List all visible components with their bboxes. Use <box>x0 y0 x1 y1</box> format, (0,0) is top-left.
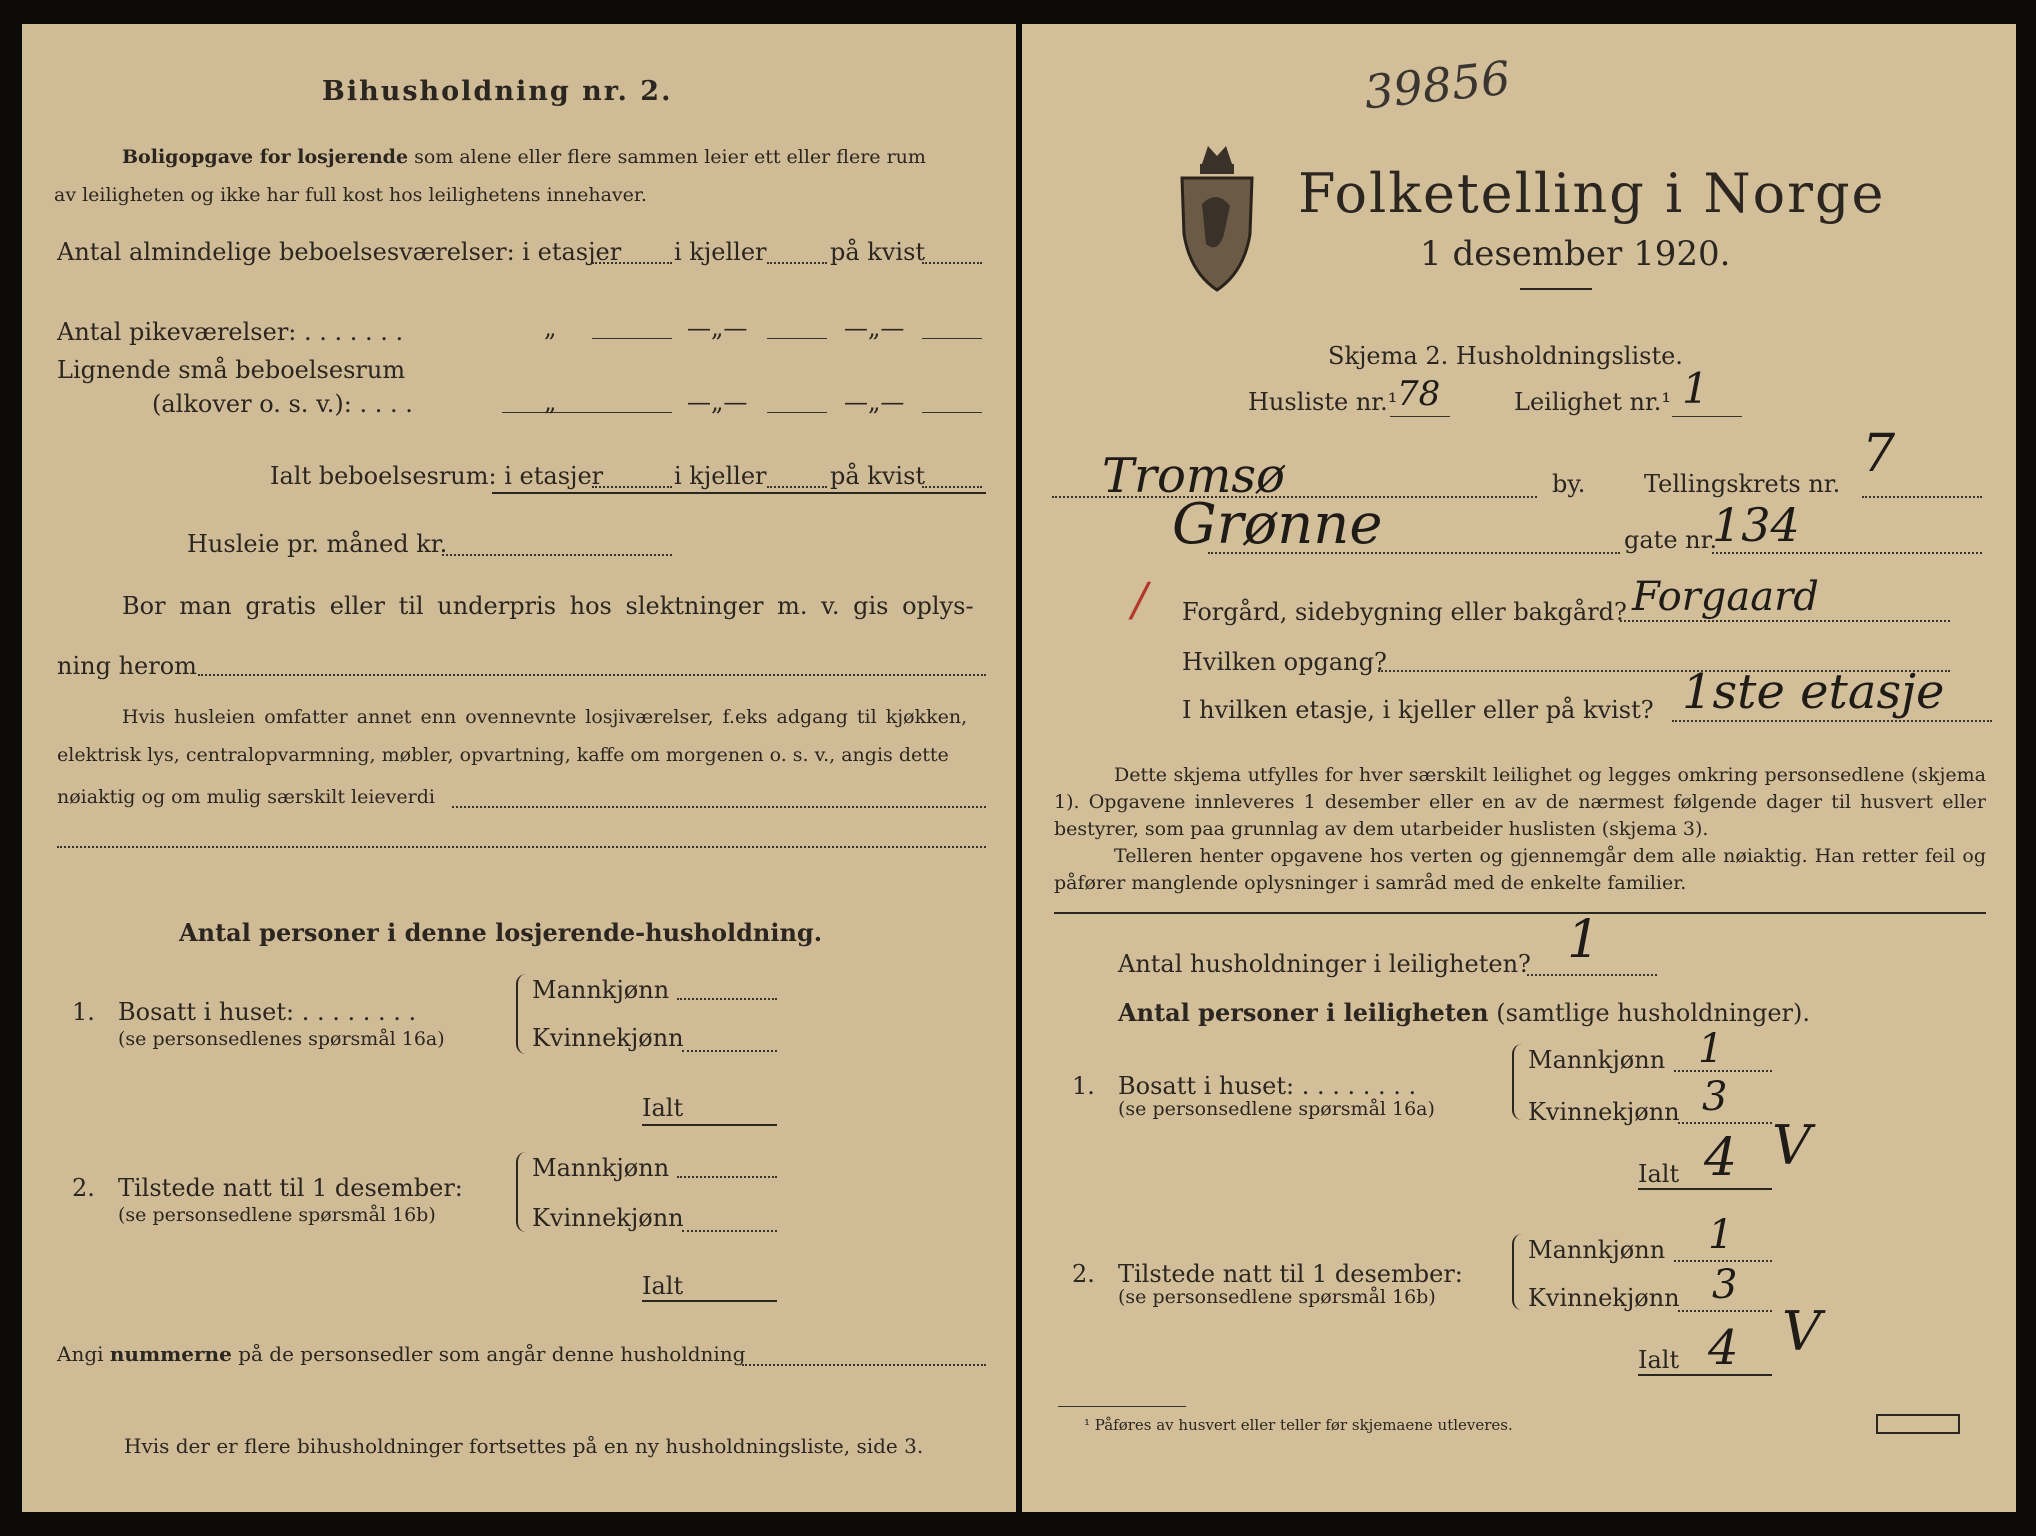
hvis-line-2: elektrisk lys, centralopvarmning, møbler, opvartning, kaffe om morgenen o. s. v., angis dette <box>57 744 949 766</box>
pike-ditto-1: „ <box>544 314 557 342</box>
antal-etasjer-field[interactable] <box>592 262 672 264</box>
pike-ditto-2: —„— <box>687 314 748 342</box>
bor-field[interactable] <box>198 674 986 676</box>
gate-nr-field <box>1712 552 1982 554</box>
right-item2-label: Tilstede natt til 1 desember: <box>1118 1260 1463 1288</box>
item2-mann-label: Mannkjønn <box>532 1154 670 1182</box>
pike-ditto-3: —„— <box>844 314 905 342</box>
gate-field <box>1208 552 1620 554</box>
item1-number: 1. <box>72 998 95 1026</box>
right-item2-mann-label: Mannkjønn <box>1528 1236 1666 1264</box>
persons-heading-right <box>1118 998 1810 1027</box>
item2-sub: (se personsedlene spørsmål 16b) <box>118 1204 436 1226</box>
right-item2-brace <box>1512 1234 1528 1310</box>
hvis-line-1: Hvis husleien omfatter annet enn ovennevnte losjiværelser, f.eks adgang til kjøkken, <box>122 706 968 728</box>
forgard-field <box>1620 620 1950 622</box>
red-margin-mark: / <box>1132 572 1148 626</box>
item1-sub: (se personsedlenes spørsmål 16a) <box>118 1028 445 1050</box>
stamp-number: 39856 <box>1361 50 1513 120</box>
gate-label: gate nr. <box>1624 526 1718 554</box>
intro-line-1 <box>122 146 926 168</box>
etasje-field <box>1672 720 1992 722</box>
instructions-1: Dette skjema utfylles for hver særskilt leilighet og legges omkring personsedlene (skjema 1). Opgavene innleveres 1 desember eller en av de nærmest følgende dager til husvert eller bestyrer, som paa grunnlag av dem utarbeider huslisten (skjema 3). <box>1054 764 1986 840</box>
antal-label: Antal almindelige beboelsesværelser: i etasjer <box>57 238 622 266</box>
angi-post: på de personsedler som angår denne husholdning <box>238 1342 746 1366</box>
item1-brace <box>516 974 532 1054</box>
persons-heading-rest: (samtlige husholdninger). <box>1496 999 1811 1027</box>
tellingskrets-field <box>1862 496 1982 498</box>
right-item2-mann-value[interactable]: 1 <box>1708 1212 1734 1258</box>
lignende-label-1: Lignende små beboelsesrum <box>57 356 406 384</box>
footnote: ¹ Påføres av husvert eller teller før skjemaene utleveres. <box>1084 1416 1513 1434</box>
right-item1-label: Bosatt i huset: . . . . . . . . <box>1118 1072 1417 1100</box>
leilighet-value[interactable]: 1 <box>1682 364 1709 413</box>
leilighet-label: Leilighet nr.¹ <box>1514 388 1672 416</box>
instructions-2: Telleren henter opgavene hos verten og gjennemgår dem alle nøiaktig. Han retter feil og påfører manglende oplysninger i samråd med de enkelte familier. <box>1054 845 1986 894</box>
right-item1-ialt-value[interactable]: 4 <box>1704 1128 1738 1188</box>
section-rule <box>1054 912 1986 914</box>
gate-nr-value[interactable]: 134 <box>1712 498 1800 552</box>
by-value[interactable]: Tromsø <box>1102 448 1285 504</box>
item1-ialt-field[interactable] <box>642 1124 777 1126</box>
angi-line <box>57 1342 745 1366</box>
right-item1-mann-value[interactable]: 1 <box>1698 1026 1724 1072</box>
husliste-field <box>1390 416 1450 417</box>
item2-kvinne-field[interactable] <box>682 1230 777 1232</box>
husleie-field[interactable] <box>442 554 672 556</box>
leilighet-field <box>1672 416 1742 417</box>
skjema-label: Skjema 2. Husholdningsliste. <box>1328 342 1683 370</box>
right-item1-ialt-field <box>1638 1188 1772 1190</box>
item1-kvinne-label: Kvinnekjønn <box>532 1024 684 1052</box>
right-page <box>1022 24 2016 1512</box>
left-page <box>22 24 1016 1512</box>
husholdninger-label: Antal husholdninger i leiligheten? <box>1118 950 1531 978</box>
lign-ditto-1: „ <box>544 388 557 416</box>
gate-value[interactable]: Grønne <box>1172 492 1383 557</box>
ialt-underline <box>492 492 986 494</box>
antal-kvist-label: på kvist <box>830 238 926 266</box>
ialt-kjeller-field[interactable] <box>767 486 827 488</box>
husliste-value[interactable]: 78 <box>1397 374 1441 414</box>
persons-heading-bold: Antal personer i leiligheten <box>1118 998 1489 1027</box>
etasje-label: I hvilken etasje, i kjeller eller på kvist? <box>1182 696 1654 724</box>
leieverdi-field[interactable] <box>452 806 986 808</box>
pike-kvist-field[interactable] <box>922 338 982 339</box>
item2-ialt-label: Ialt <box>642 1272 684 1300</box>
angi-field[interactable] <box>742 1364 986 1366</box>
pike-kjeller-field[interactable] <box>767 338 827 339</box>
intro-rest: som alene eller flere sammen leier ett eller flere rum <box>414 146 926 168</box>
persons-heading: Antal personer i denne losjerende-husholdning. <box>179 918 823 947</box>
husholdninger-value[interactable]: 1 <box>1567 910 1601 970</box>
bihusholdning-title: Bihusholdning nr. 2. <box>322 76 673 107</box>
forgard-label: Forgård, sidebygning eller bakgård? <box>1182 598 1627 626</box>
lignende-kvist-field[interactable] <box>922 412 982 413</box>
antal-kjeller-field[interactable] <box>767 262 827 264</box>
right-item2-ialt-value[interactable]: 4 <box>1708 1320 1739 1376</box>
lign-ditto-3: —„— <box>844 388 905 416</box>
right-item1-ialt-label: Ialt <box>1638 1160 1680 1188</box>
hvis-line-3: nøiaktig og om mulig særskilt leieverdi <box>57 786 435 808</box>
item1-kvinne-field[interactable] <box>682 1050 777 1052</box>
lign-ditto-2: —„— <box>687 388 748 416</box>
pike-etasjer-field[interactable] <box>592 338 672 339</box>
intro-bold: Boligopgave for losjerende <box>122 146 409 168</box>
right-item2-ialt-field <box>1638 1374 1772 1376</box>
right-item2-number: 2. <box>1072 1260 1095 1288</box>
antal-kvist-field[interactable] <box>922 262 982 264</box>
right-item1-kvinne-label: Kvinnekjønn <box>1528 1098 1680 1126</box>
item1-ialt-label: Ialt <box>642 1094 684 1122</box>
footnote-rule <box>1058 1406 1186 1407</box>
intro-line-2: av leiligheten og ikke har full kost hos leilighetens innehaver. <box>54 184 647 206</box>
right-item1-kvinne-field <box>1678 1122 1772 1124</box>
right-item1-check: V <box>1772 1114 1811 1177</box>
item2-label: Tilstede natt til 1 desember: <box>118 1174 463 1202</box>
husholdninger-field <box>1527 974 1657 976</box>
ialt-kvist-field[interactable] <box>922 486 982 488</box>
ialt-kvist-label: på kvist <box>830 462 926 490</box>
right-item1-brace <box>1512 1044 1528 1120</box>
coat-of-arms-icon <box>1172 134 1262 294</box>
husleie-label: Husleie pr. måned kr. <box>187 530 448 558</box>
right-item2-kvinne-label: Kvinnekjønn <box>1528 1284 1680 1312</box>
husliste-label: Husliste nr.¹ <box>1248 388 1398 416</box>
forgard-value[interactable]: Forgaard <box>1632 574 1819 620</box>
printer-mark-icon <box>1876 1414 1960 1434</box>
lignende-label-2: (alkover o. s. v.): . . . . <box>152 390 413 418</box>
bor-line-2: ning herom <box>57 652 197 680</box>
item2-ialt-field[interactable] <box>642 1300 777 1302</box>
by-label: by. <box>1552 470 1586 498</box>
item1-mann-label: Mannkjønn <box>532 976 670 1004</box>
etasje-value[interactable]: 1ste etasje <box>1682 664 1945 720</box>
form-title: Folketelling i Norge <box>1298 162 1886 225</box>
lignende-etasjer-field[interactable] <box>592 412 672 413</box>
form-subtitle: 1 desember 1920. <box>1420 234 1731 274</box>
item2-mann-field[interactable] <box>677 1176 777 1178</box>
right-item2-sub: (se personsedlene spørsmål 16b) <box>1118 1286 1436 1308</box>
angi-pre: Angi <box>57 1342 104 1366</box>
angi-bold: nummerne <box>109 1342 232 1366</box>
right-item1-kvinne-value[interactable]: 3 <box>1702 1074 1728 1120</box>
item2-number: 2. <box>72 1174 95 1202</box>
bor-line-1: Bor man gratis eller til underpris hos slektninger m. v. gis oplys- <box>122 592 974 620</box>
leieverdi-field-2[interactable] <box>57 846 986 848</box>
right-item1-mann-label: Mannkjønn <box>1528 1046 1666 1074</box>
ialt-beboelsesrum-label: Ialt beboelsesrum: i etasjer <box>270 462 604 490</box>
right-item1-mann-field <box>1674 1070 1772 1072</box>
item1-label: Bosatt i huset: . . . . . . . . <box>118 998 417 1026</box>
ialt-kjeller-label: i kjeller <box>674 462 767 490</box>
pike-label: Antal pikeværelser: . . . . . . . <box>57 318 404 346</box>
ialt-etasjer-field[interactable] <box>592 486 672 488</box>
right-item2-ialt-label: Ialt <box>1638 1346 1680 1374</box>
subtitle-rule <box>1520 288 1592 290</box>
right-item2-check: V <box>1782 1300 1821 1363</box>
item2-kvinne-label: Kvinnekjønn <box>532 1204 684 1232</box>
left-footer: Hvis der er flere bihusholdninger fortsettes på en ny husholdningsliste, side 3. <box>124 1434 924 1458</box>
right-item2-kvinne-field <box>1678 1310 1772 1312</box>
tellingskrets-value[interactable]: 7 <box>1862 424 1896 484</box>
lignende-kjeller-field[interactable] <box>767 412 827 413</box>
right-item1-number: 1. <box>1072 1072 1095 1100</box>
right-item2-kvinne-value[interactable]: 3 <box>1712 1262 1738 1308</box>
tellingskrets-label: Tellingskrets nr. <box>1644 470 1841 498</box>
right-item1-sub: (se personsedlene spørsmål 16a) <box>1118 1098 1435 1120</box>
opgang-label: Hvilken opgang? <box>1182 648 1387 676</box>
item2-brace <box>516 1152 532 1232</box>
item1-mann-field[interactable] <box>677 998 777 1000</box>
antal-kjeller-label: i kjeller <box>674 238 767 266</box>
